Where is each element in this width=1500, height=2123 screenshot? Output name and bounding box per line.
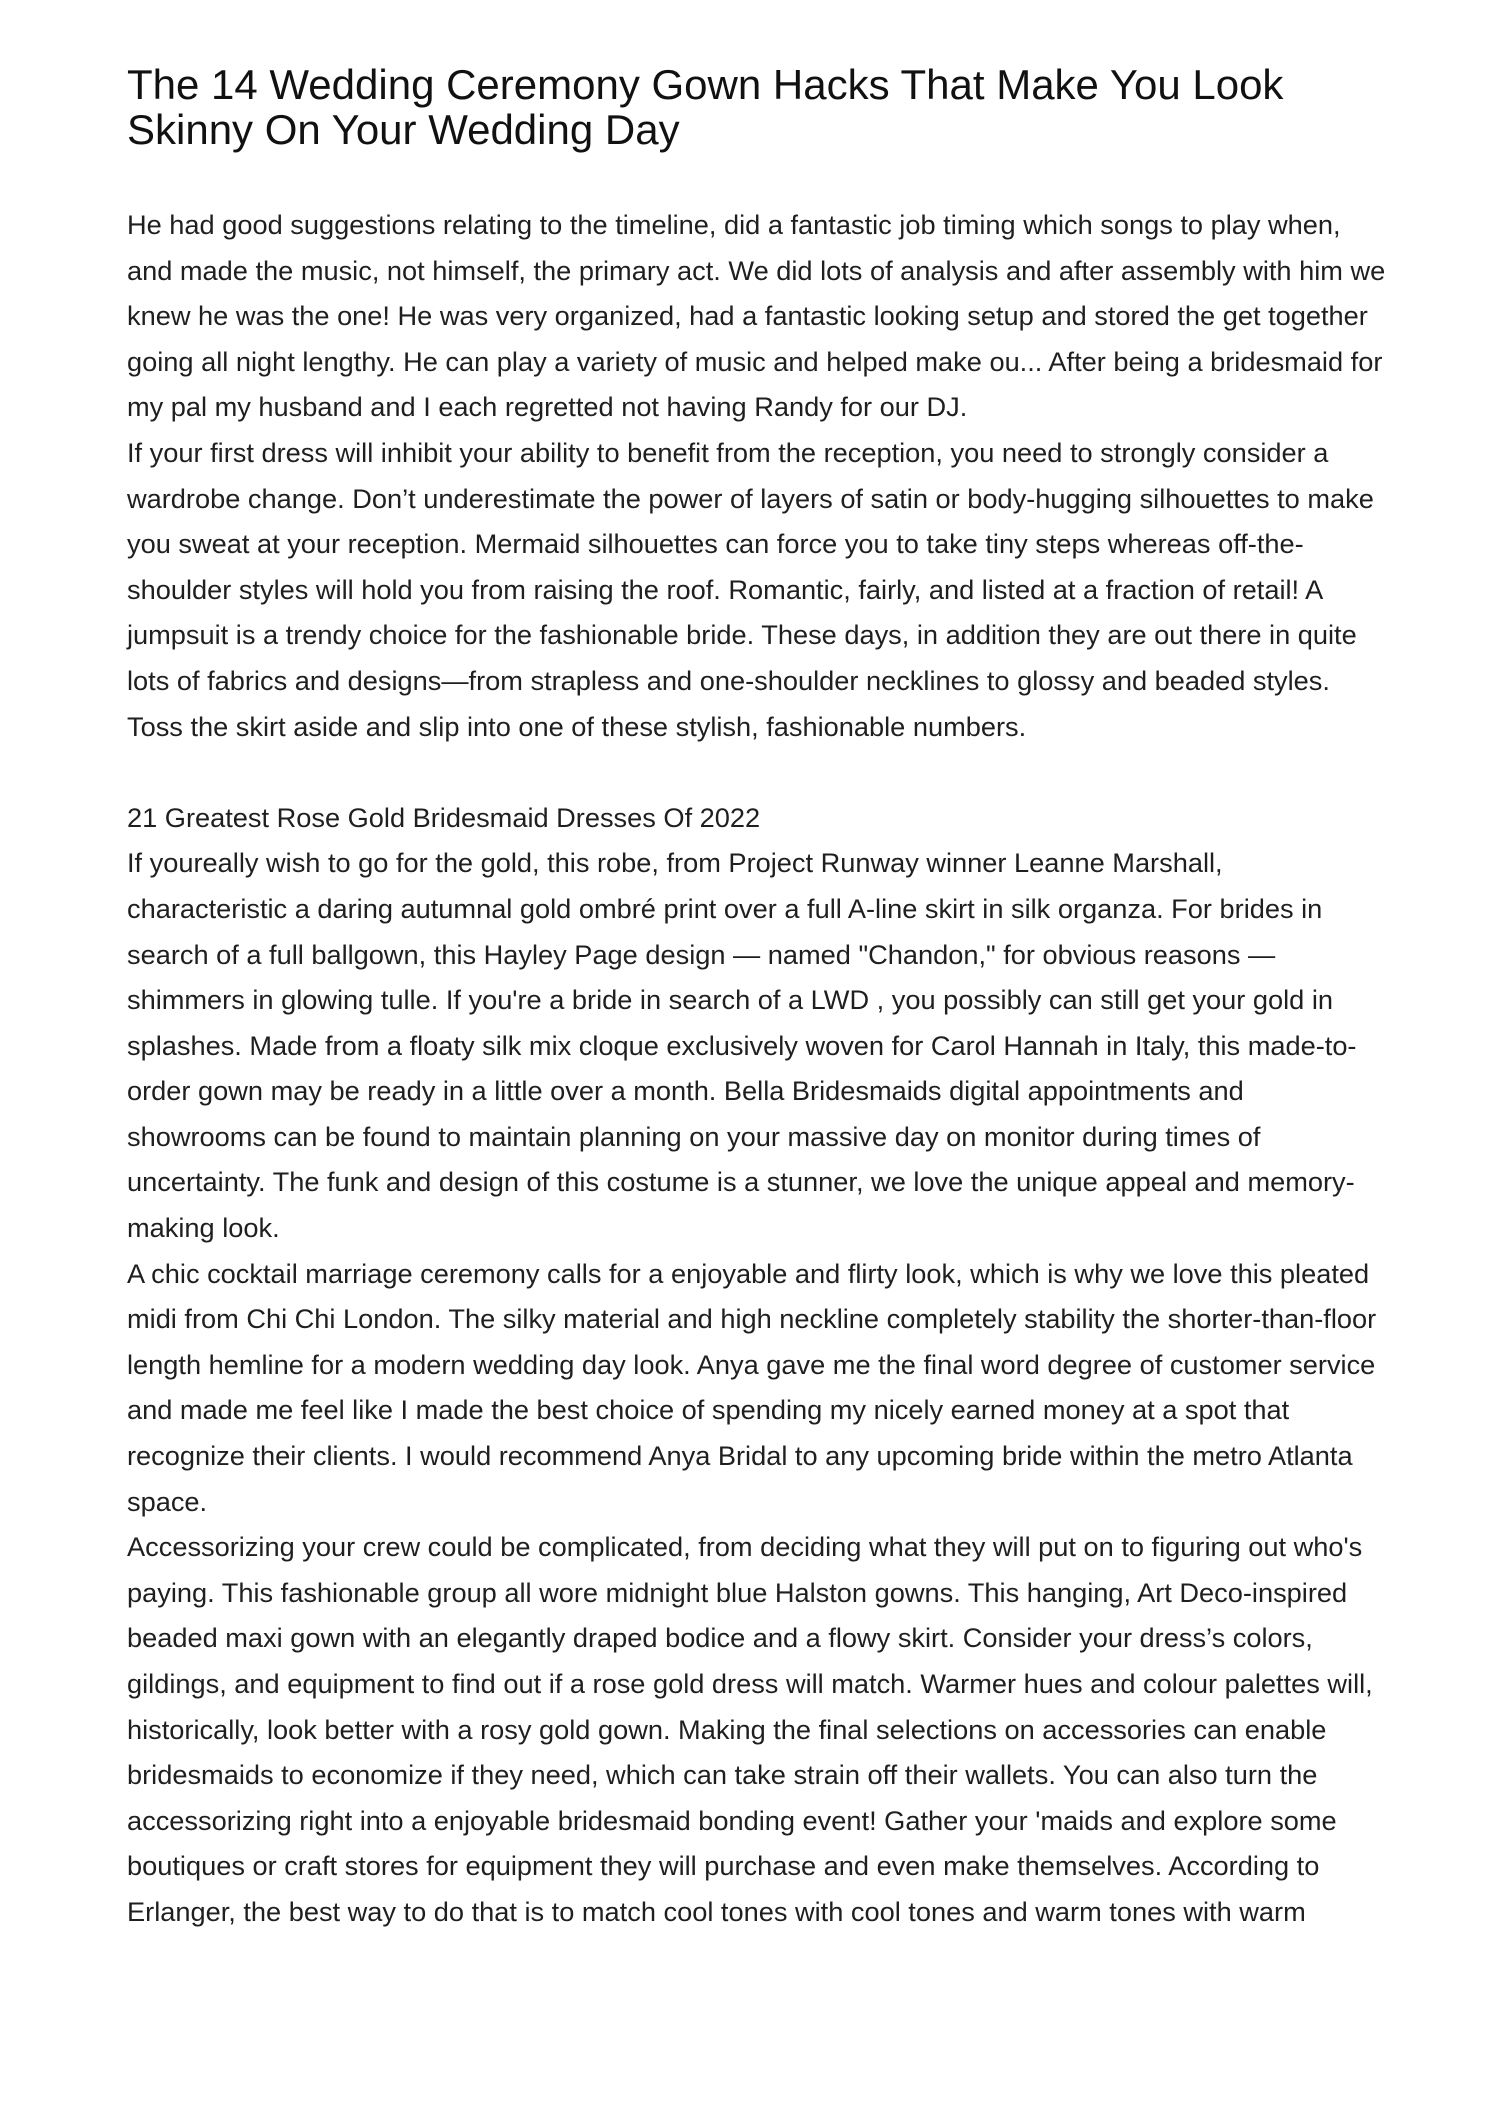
paragraph-accessorizing: Accessorizing your crew could be complicated, from deciding what they will put on to figuring out who's paying. This fashionable group all wore midnight blue Halston gowns. This hanging, Art Deco-inspired beaded maxi gown with an elegantly draped bodice and a flowy skirt. Consider your dress’s colors, gildings, and equipment to find out if a rose gold dress will match. Warmer hues and colour palettes will, historically, look better with a rosy gold gown. Making the final selections on accessories can enable bridesmaids to economize if they need, which can take strain off their wallets. You can also turn the accessorizing right into a enjoyable bridesmaid bonding event! Gather your 'maids and explore some boutiques or craft stores for equipment they will purchase and even make themselves. According to Erlanger, the best way to do that is to match cool tones with cool tones and warm tones with warm xyxy=(127,1531,1373,1927)
document-page xyxy=(127,62,1387,1935)
paragraph-wardrobe: If your first dress will inhibit your ability to benefit from the reception, you need to strongly consider a wardrobe change. Don’t underestimate the power of layers of satin or body-hugging silhouettes to make you sweat at your reception. Mermaid silhouettes can force you to take tiny steps whereas off-the-shoulder styles will hold you from raising the roof. Romantic, fairly, and listed at a fraction of retail! A jumpsuit is a trendy choice for the fashionable bride. These days, in addition they are out there in quite lots of fabrics and designs—from strapless and one-shoulder necklines to glossy and beaded styles. Toss the skirt aside and slip into one of these stylish, fashionable numbers. xyxy=(127,436,1374,742)
paragraph-cocktail: A chic cocktail marriage ceremony calls for a enjoyable and flirty look, which is why we love this pleated midi from Chi Chi London. The silky material and high neckline completely stability the shorter-than-floor length hemline for a modern wedding day look. Anya gave me the final word degree of customer service and made me feel like I made the best choice of spending my nicely earned money at a spot that recognize their clients. I would recommend Anya Bridal to any upcoming bride within the metro Atlanta space. xyxy=(127,1257,1377,1517)
paragraph-spacer xyxy=(127,749,1387,795)
page-title: The 14 Wedding Ceremony Gown Hacks That Make You Look Skinny On Your Wedding Day xyxy=(127,61,1284,153)
paragraph-gold-gowns: If youreally wish to go for the gold, this robe, from Project Runway winner Leanne Marshall, characteristic a daring autumnal gold ombré print over a full A-line skirt in silk organza. For brides in search of a full ballgown, this Hayley Page design — named "Chandon," for obvious reasons — shimmers in glowing tulle. If you're a bride in search of a LWD , you possibly can still get your gold in splashes. Made from a floaty silk mix cloque exclusively woven for Carol Hannah in Italy, this made-to-order gown may be ready in a little over a month. Bella Bridesmaids digital appointments and showrooms can be found to maintain planning on your massive day on monitor during times of uncertainty. The funk and design of this costume is a stunner, we love the unique appeal and memory-making look. xyxy=(127,847,1357,1244)
paragraph-dj: He had good suggestions relating to the timeline, did a fantastic job timing which songs to play when, and made the music, not himself, the primary act. We did lots of analysis and after assembly with him we knew he was the one! He was very organized, had a fantastic looking setup and stored the get together going all night lengthy. He can play a variety of music and helped make ou... After being a bridesmaid for my pal my husband and I each regretted not having Randy for our DJ. xyxy=(127,209,1386,423)
section-heading: 21 Greatest Rose Gold Bridesmaid Dresses Of 2022 xyxy=(127,801,761,833)
